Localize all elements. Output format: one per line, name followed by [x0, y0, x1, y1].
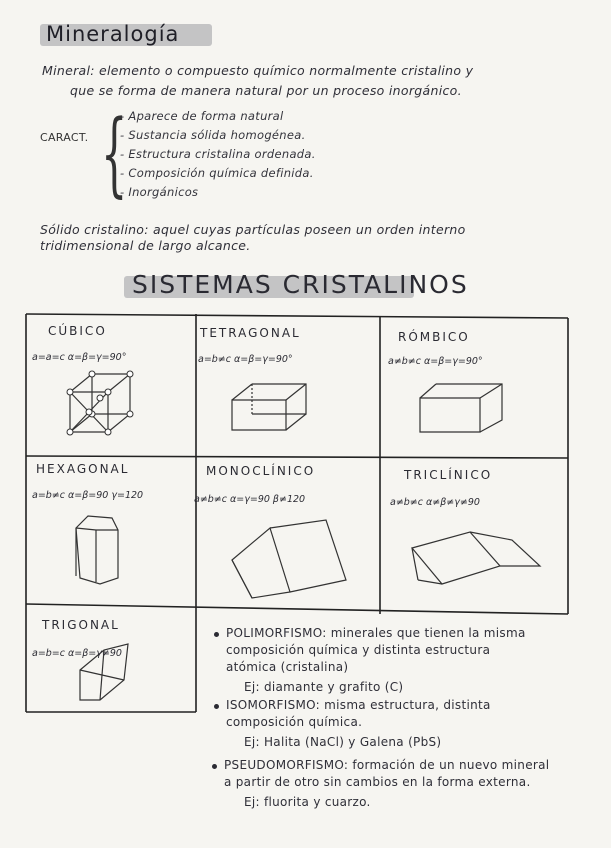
bullet-icon: [212, 764, 217, 769]
system-formula: a=b≠c α=β=γ=90°: [198, 354, 293, 365]
definition-line-1: Mineral: elemento o compuesto químico normalmente cristalino y: [42, 63, 474, 78]
triclinic-crystal-icon: [412, 532, 540, 584]
hexagonal-crystal-icon: [76, 516, 118, 584]
note-example: Ej: diamante y grafito (C): [244, 680, 404, 694]
note-line: atómica (cristalina): [226, 660, 349, 674]
system-formula: a=a=c α=β=γ=90°: [32, 352, 127, 363]
system-name: TRIGONAL: [42, 618, 120, 632]
caract-item: - Inorgánicos: [120, 185, 199, 199]
system-name: RÓMBICO: [398, 330, 470, 344]
solido-line-2: tridimensional de largo alcance.: [40, 238, 251, 253]
bullet-icon: [214, 632, 219, 637]
system-name: HEXAGONAL: [36, 462, 130, 476]
note-example: Ej: Halita (NaCl) y Galena (PbS): [244, 735, 442, 749]
system-name: CÚBICO: [48, 324, 107, 338]
caract-item: - Composición química definida.: [120, 166, 314, 180]
rombic-crystal-icon: [420, 384, 502, 432]
note-line: composición química.: [226, 715, 363, 729]
caract-label: CARACT.: [40, 131, 89, 144]
caract-item: - Aparece de forma natural: [120, 109, 284, 123]
caract-item: - Estructura cristalina ordenada.: [120, 147, 316, 161]
note-line: PSEUDOMORFISMO: formación de un nuevo mineral: [224, 758, 550, 772]
system-formula: a=b≠c α=β=90 γ=120: [32, 490, 144, 501]
system-formula: a≠b≠c α≠β≠γ≠90: [390, 497, 480, 508]
definition-line-2: que se forma de manera natural por un proceso inorgánico.: [70, 83, 462, 98]
monoclinic-crystal-icon: [232, 520, 346, 598]
solido-line-1: Sólido cristalino: aquel cuyas partículas poseen un orden interno: [40, 222, 466, 237]
system-name: TRICLÍNICO: [404, 468, 493, 482]
note-line: a partir de otro sin cambios en la forma externa.: [224, 775, 531, 789]
section-title: SISTEMAS CRISTALINOS: [132, 270, 469, 299]
bullet-icon: [214, 704, 219, 709]
cubic-crystal-icon: [67, 371, 133, 435]
tetragonal-crystal-icon: [232, 384, 306, 430]
note-line: composición química y distinta estructura: [226, 643, 491, 657]
system-formula: a≠b≠c α=β=γ=90°: [388, 356, 483, 367]
note-line: ISOMORFISMO: misma estructura, distinta: [226, 698, 491, 712]
page-title: Mineralogía: [46, 22, 180, 46]
system-formula: a=b=c α=β=γ≠90: [32, 648, 122, 659]
note-line: POLIMORFISMO: minerales que tienen la misma: [226, 626, 526, 640]
note-example: Ej: fluorita y cuarzo.: [244, 795, 371, 809]
system-formula: a≠b≠c α=γ=90 β≠120: [194, 494, 306, 505]
caract-item: - Sustancia sólida homogénea.: [120, 128, 306, 142]
system-name: TETRAGONAL: [200, 326, 301, 340]
system-name: MONOCLÍNICO: [206, 464, 316, 478]
caract-brace: {: [101, 100, 128, 207]
